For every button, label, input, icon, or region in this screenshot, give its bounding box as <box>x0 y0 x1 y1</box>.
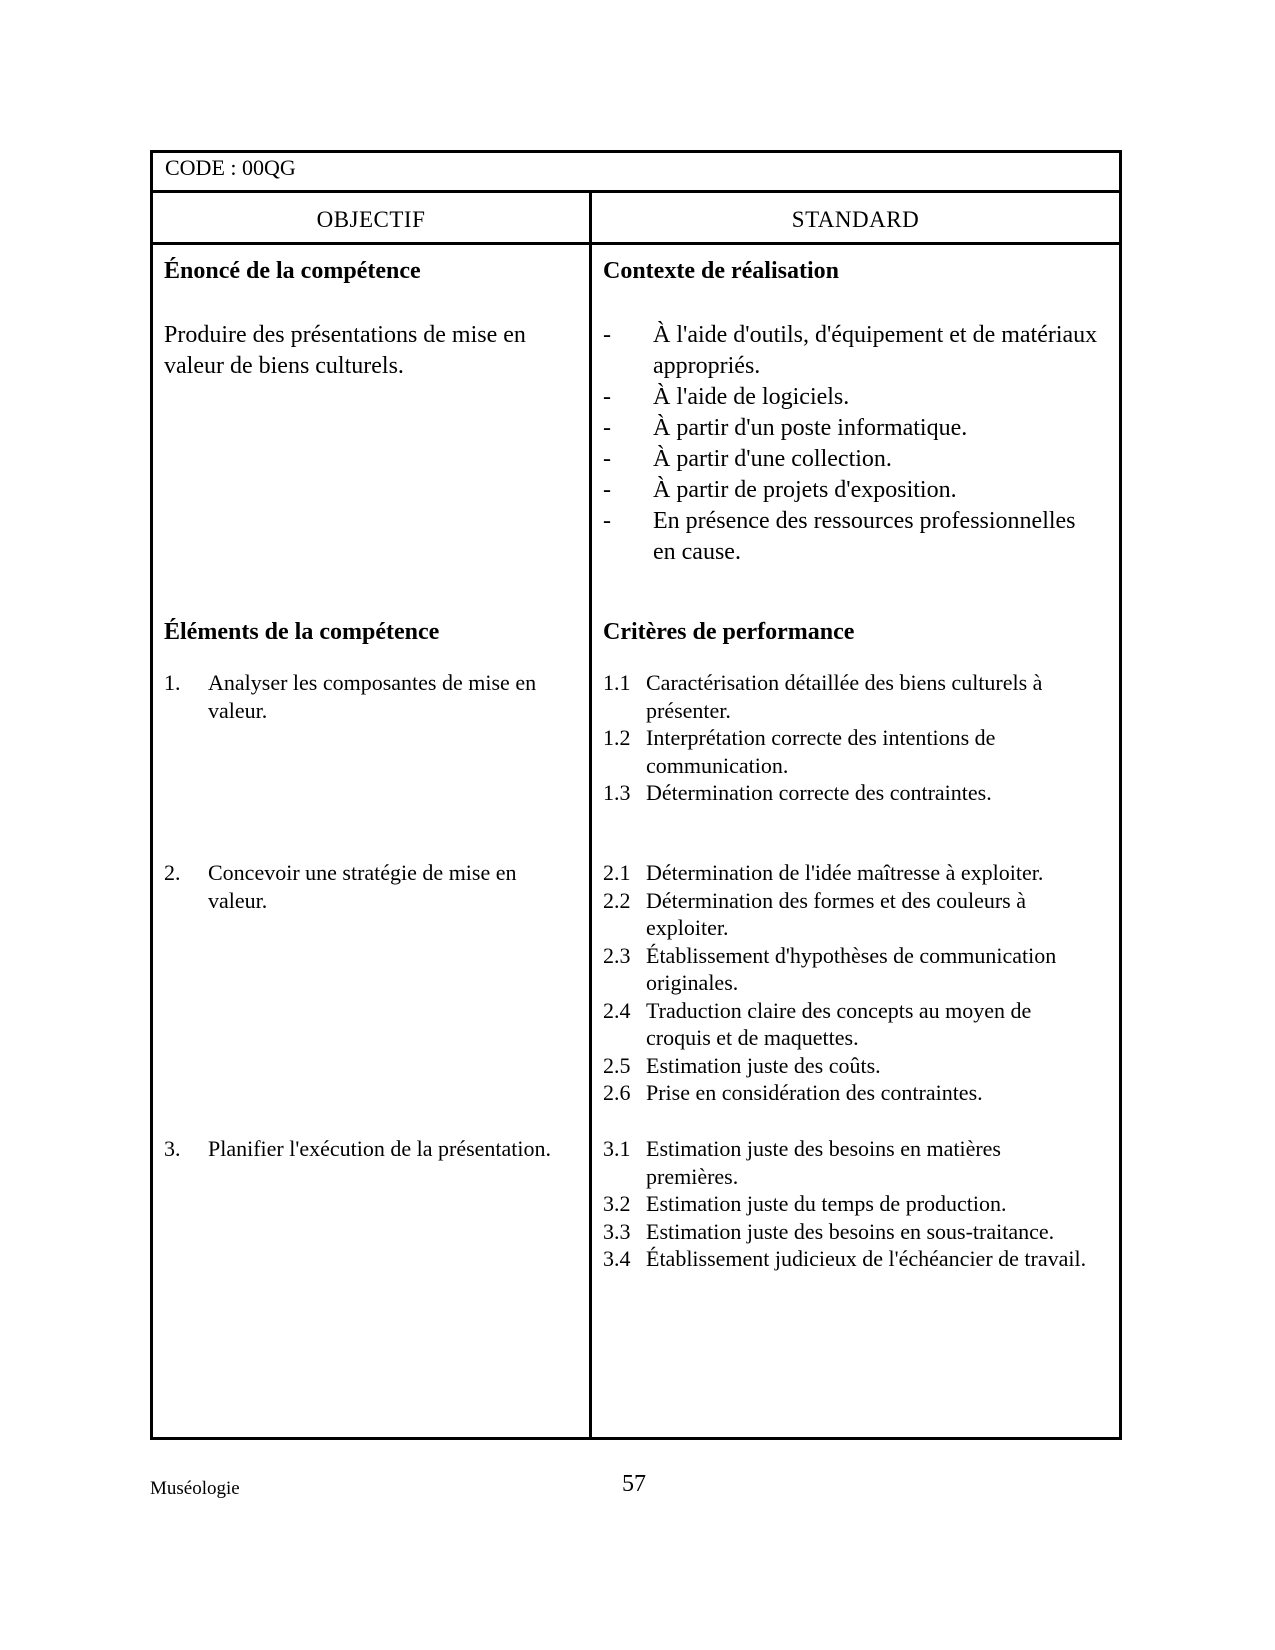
contexte-item <box>603 382 1103 413</box>
critere-text: Établissement judicieux de l'échéancier de travail. <box>646 1246 1087 1271</box>
critere-number: 2.1 <box>603 860 631 885</box>
critere-item <box>603 942 1073 997</box>
dash: - <box>603 446 611 472</box>
criteres-group-2 <box>603 859 1073 1107</box>
element-item-2 <box>164 859 564 915</box>
criteres-title: Critères de performance <box>603 619 855 645</box>
element-text: Analyser les composantes de mise en valeur. <box>208 670 537 723</box>
critere-text: Prise en considération des contraintes. <box>646 1080 983 1105</box>
element-item-1 <box>164 669 564 725</box>
critere-item <box>603 1190 1093 1218</box>
critere-item <box>603 1135 1093 1190</box>
footer-program: Muséologie <box>150 1478 240 1499</box>
critere-item <box>603 779 1073 807</box>
competency-table <box>150 150 1122 1440</box>
critere-text: Estimation juste du temps de production. <box>646 1191 1007 1216</box>
critere-number: 1.3 <box>603 780 631 805</box>
critere-number: 3.3 <box>603 1218 631 1244</box>
contexte-item <box>603 475 1103 506</box>
critere-text: Détermination correcte des contraintes. <box>646 780 992 805</box>
critere-number: 3.1 <box>603 1136 631 1161</box>
enonce-line-2: valeur de biens culturels. <box>164 353 404 379</box>
dash: - <box>603 322 611 348</box>
critere-text: Détermination des formes et des couleurs à exploiter. <box>646 887 1026 940</box>
critere-item <box>603 669 1073 724</box>
element-number: 1. <box>164 670 181 695</box>
element-item-3 <box>164 1135 594 1163</box>
header-standard: STANDARD <box>791 207 920 232</box>
critere-item <box>603 1052 1073 1080</box>
contexte-list <box>603 320 1103 568</box>
criteres-group-3 <box>603 1135 1093 1273</box>
critere-text: Estimation juste des coûts. <box>646 1052 881 1078</box>
contexte-item <box>603 320 1103 382</box>
dash: - <box>603 508 611 534</box>
contexte-item <box>603 413 1103 444</box>
element-number: 2. <box>164 860 181 885</box>
critere-number: 1.1 <box>603 670 631 695</box>
element-text: Planifier l'exécution de la présentation. <box>208 1136 552 1161</box>
critere-number: 3.2 <box>603 1191 631 1216</box>
element-text: Concevoir une stratégie de mise en valeur. <box>208 860 517 913</box>
column-divider <box>589 193 592 1437</box>
contexte-item <box>603 506 1103 568</box>
critere-number: 2.5 <box>603 1052 631 1078</box>
contexte-item <box>603 444 1103 475</box>
dash: - <box>603 384 611 410</box>
critere-number: 3.4 <box>603 1246 631 1271</box>
dash: - <box>603 477 611 503</box>
critere-number: 2.4 <box>603 997 631 1023</box>
critere-number: 2.2 <box>603 887 631 913</box>
contexte-item-text: À partir de projets d'exposition. <box>653 477 957 503</box>
contexte-title: Contexte de réalisation <box>603 258 839 284</box>
enonce-line-1: Produire des présentations de mise en <box>164 322 526 348</box>
critere-item <box>603 887 1073 942</box>
code-row <box>153 153 1119 193</box>
contexte-item-text: À partir d'une collection. <box>653 446 892 472</box>
contexte-item-text: À l'aide d'outils, d'équipement et de matériaux appropriés. <box>653 322 1098 379</box>
contexte-item-text: En présence des ressources professionnelles en cause. <box>653 508 1076 565</box>
critere-text: Caractérisation détaillée des biens culturels à présenter. <box>646 670 1043 723</box>
critere-item <box>603 1218 1093 1246</box>
element-number: 3. <box>164 1136 181 1161</box>
critere-text: Établissement d'hypothèses de communication originales. <box>646 942 1057 995</box>
elements-title: Éléments de la compétence <box>164 619 440 645</box>
dash: - <box>603 415 611 441</box>
critere-item <box>603 1245 1093 1273</box>
critere-item <box>603 859 1073 887</box>
critere-number: 2.6 <box>603 1080 631 1105</box>
header-objectif: OBJECTIF <box>316 207 426 232</box>
critere-text: Traduction claire des concepts au moyen de croquis et de maquettes. <box>646 997 1032 1050</box>
critere-text: Estimation juste des besoins en matières premières. <box>646 1136 1001 1189</box>
critere-number: 2.3 <box>603 942 631 968</box>
code-label: CODE : 00QG <box>165 155 296 180</box>
enonce-title: Énoncé de la compétence <box>164 258 421 284</box>
critere-text: Interprétation correcte des intentions de communication. <box>646 725 996 778</box>
contexte-item-text: À l'aide de logiciels. <box>653 384 850 410</box>
critere-item <box>603 1079 1073 1107</box>
critere-number: 1.2 <box>603 725 631 750</box>
critere-item <box>603 997 1073 1052</box>
contexte-item-text: À partir d'un poste informatique. <box>653 415 968 441</box>
enonce-text <box>164 320 574 382</box>
critere-text: Estimation juste des besoins en sous-traitance. <box>646 1218 1055 1244</box>
header-row <box>153 193 1119 245</box>
critere-text: Détermination de l'idée maîtresse à exploiter. <box>646 860 1044 885</box>
critere-item <box>603 724 1073 779</box>
criteres-group-1 <box>603 669 1073 807</box>
page-number: 57 <box>622 1471 646 1497</box>
